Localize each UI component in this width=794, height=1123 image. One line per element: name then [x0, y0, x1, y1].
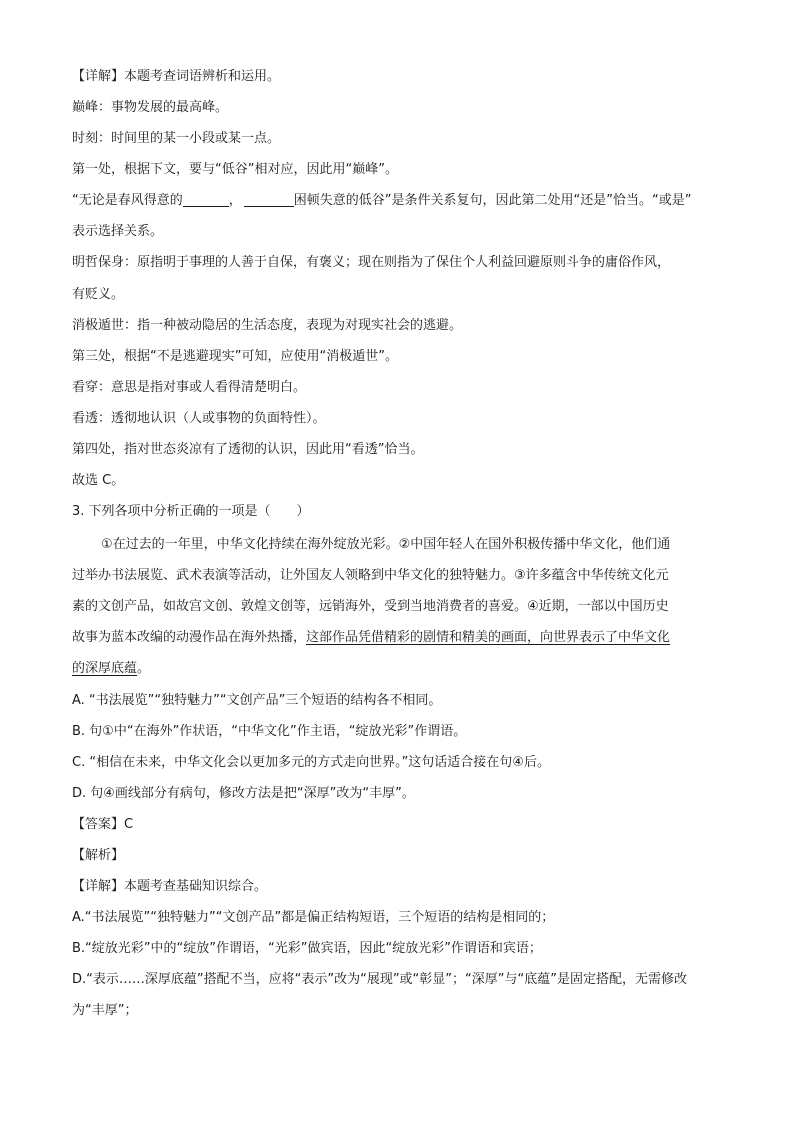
explanation-b: B.“绽放光彩”中的“绽放”作谓语，“光彩”做宾语，因此“绽放光彩”作谓语和宾语；: [72, 941, 542, 956]
blank-line: [244, 192, 294, 207]
conclusion: 故选 C。: [72, 473, 125, 488]
passage-line: 过举办书法展览、武术表演等活动，让外国友人领略到中华文化的独特魅力。③许多蕴含中华传统文化元: [72, 568, 669, 583]
analysis-third: 第三处，根据“不是逃避现实”可知，应使用“消极遁世”。: [72, 349, 398, 364]
analysis-second: [72, 192, 732, 210]
definition-mingzhe: 明哲保身：原指明于事理的人善于自保，有褒义；现在则指为了保住个人利益回避原则斗争的庸俗作风，: [72, 255, 671, 270]
definition-mingzhe-cont: 有贬义。: [72, 287, 125, 302]
analysis-fourth: 第四处，指对世态炎凉有了透彻的认识，因此用“看透”恰当。: [72, 442, 424, 457]
text-fragment: “无论是春风得意的: [72, 193, 183, 208]
answer-label: 【答案】C: [72, 817, 134, 832]
underlined-text: 的深厚底蕴: [72, 661, 138, 676]
text-fragment: 。: [137, 661, 151, 676]
text-fragment: 困顿失意的低谷”是条件关系复句，因此第二处用“还是”恰当。“或是”: [293, 193, 692, 208]
option-b: B. 句①中“在海外”作状语，“中华文化”作主语，“绽放光彩”作谓语。: [72, 724, 467, 739]
passage-line: ①在过去的一年里，中华文化持续在海外绽放光彩。②中国年轻人在国外积极传播中华文化，他们通: [101, 537, 671, 552]
analysis-first: 第一处，根据下文，要与“低谷”相对应，因此用“巅峰”。: [72, 162, 398, 177]
definition-xiaoji: 消极遁世：指一种被动隐居的生活态度，表现为对现实社会的逃避。: [72, 318, 463, 333]
explanation-d: D.“表示……深厚底蕴”搭配不当，应将“表示”改为“展现”或“彰显”；“深厚”与“底蕴”是固定搭配，无需修改: [72, 972, 687, 987]
explanation-label: 【解析】: [72, 848, 125, 863]
option-a: A. “书法展览”“独特魅力”“文创产品”三个短语的结构各不相同。: [72, 693, 442, 708]
option-c: C. “相信在未来，中华文化会以更加多元的方式走向世界。”这句话适合接在句④后。: [72, 755, 550, 770]
question-stem: 3. 下列各项中分析正确的一项是（ ）: [72, 504, 310, 519]
analysis-second-cont: 表示选择关系。: [72, 224, 164, 239]
explanation-d-cont: 为“丰厚”；: [72, 1003, 138, 1018]
definition-dianfeng: 巅峰：事物发展的最高峰。: [72, 100, 229, 115]
text-fragment: 故事为蓝本改编的动漫作品在海外热播，: [72, 630, 307, 645]
text-fragment: ，: [228, 193, 242, 208]
underlined-text: 这部作品凭借精彩的剧情和精美的画面，向世界表示了中华文化: [306, 630, 671, 645]
passage-line: [72, 660, 732, 678]
passage-line: 素的文创产品，如故宫文创、敦煌文创等，远销海外，受到当地消费者的喜爱。④近期，一部以中国历史: [72, 599, 669, 614]
definition-kantou: 看透：透彻地认识（人或事物的负面特性）。: [72, 411, 326, 426]
passage-line: [72, 629, 732, 647]
explanation-a: A.“书法展览”“独特魅力”“文创产品”都是偏正结构短语，三个短语的结构是相同的；: [72, 910, 555, 925]
option-d: D. 句④画线部分有病句，修改方法是把“深厚”改为“丰厚”。: [72, 786, 415, 801]
definition-kanchuan: 看穿：意思是指对事或人看得清楚明白。: [72, 380, 307, 395]
definition-shike: 时刻：时间里的某一小段或某一点。: [72, 131, 281, 146]
detail-heading: 【详解】本题考查词语辨析和运用。: [72, 69, 281, 84]
detail-heading: 【详解】本题考查基础知识综合。: [72, 879, 268, 894]
blank-line: [183, 192, 229, 207]
